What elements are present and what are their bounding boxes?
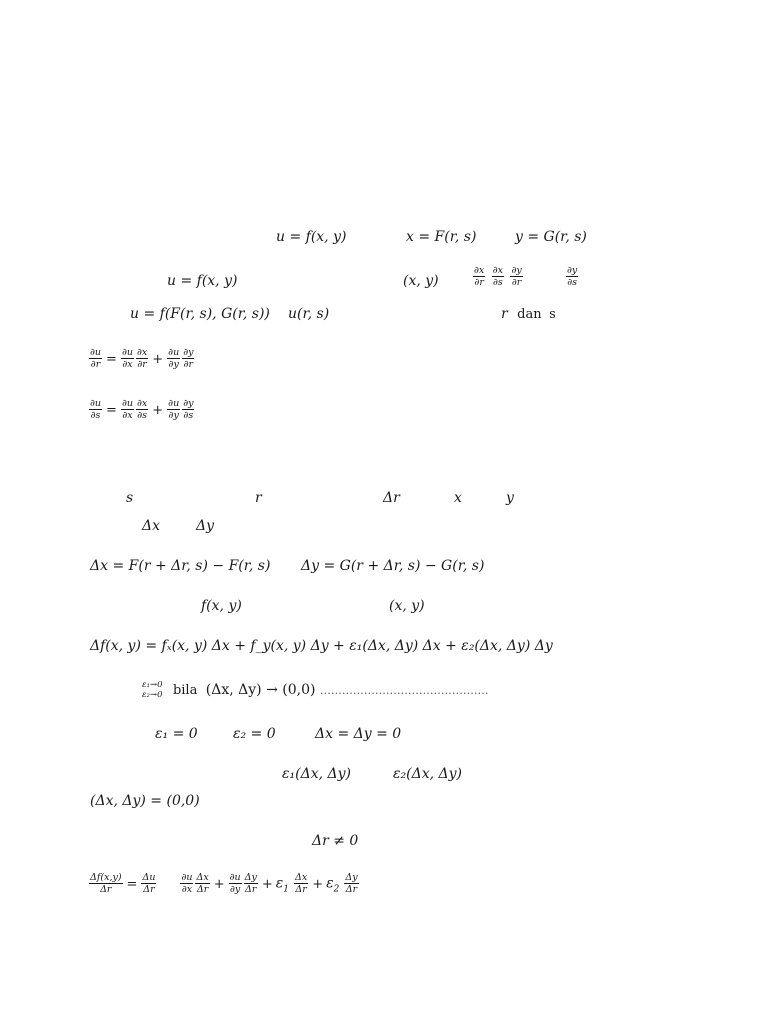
eq-increment: Δf(x, y) = fₓ(x, y) Δx + f_y(x, y) Δy + ε₁(Δx, Δy) Δx + ε₂(Δx, Δy) Δy [90, 638, 553, 654]
partial-fractions-row [472, 265, 524, 288]
eq-ratio: $\frac{\Delta f(x,y)}{\Delta r}$ = $\frac{\Delta u}{\Delta r}$ $\frac{\partial u}{\partial x}$ $\frac{\Delta x}{\Delta r}$ + $\frac{\partial u}{\partial y}$ $\frac{\Delta y}{\Delta r}$ + $\varepsilon_1$ $\frac{\Delta x}{\Delta r}$ + $\varepsilon_2$ $\frac{\Delta y}{\Delta r}$ [90, 872, 358, 895]
eps2-zero: ε₂ = 0 [233, 726, 276, 742]
point-xy-2: (x, y) [389, 598, 425, 614]
fn-fxy: f(x, y) [201, 598, 242, 614]
var-r-2: r [255, 490, 262, 506]
dx-dy-zero: Δx = Δy = 0 [315, 726, 402, 742]
eq-y-Grs: y = G(r, s) [515, 229, 587, 245]
r-dan-s [501, 305, 556, 324]
frac-dx-dr: $\frac{\partial x}{\partial r}$ [474, 265, 485, 288]
eps1-zero: ε₁ = 0 [155, 726, 198, 742]
frac-dy-dr: $\frac{\partial y}{\partial r}$ [511, 265, 522, 288]
eq-u-fxy-2: u = f(x, y) [167, 273, 238, 289]
word-bila: bila [172, 683, 198, 698]
dx-dy-origin: (Δx, Δy) = (0,0) [90, 793, 200, 809]
word-dan: dan [517, 307, 542, 322]
dot-leader: ………………………………………. [319, 684, 489, 697]
partial-dy-ds [565, 265, 579, 288]
var-delta-x: Δx [142, 518, 161, 534]
var-delta-y: Δy [196, 518, 215, 534]
eps1-fn: ε₁(Δx, Δy) [282, 766, 351, 782]
eps2-fn: ε₂(Δx, Δy) [393, 766, 462, 782]
eq-u-fxy: u = f(x, y) [276, 229, 347, 245]
chain-rule-s: $\frac{\partial u}{\partial s}$ = $\frac{\partial u}{\partial x}$ $\frac{\partial x}{\partial s}$ + $\frac{\partial u}{\partial y}$ $\frac{\partial y}{\partial s}$ [90, 398, 194, 421]
chain-rule-r: $\frac{\partial u}{\partial r}$ = $\frac{\partial u}{\partial x}$ $\frac{\partial x}{\partial r}$ + $\frac{\partial u}{\partial y}$ $\frac{\partial y}{\partial r}$ [90, 347, 194, 370]
point-xy: (x, y) [403, 273, 439, 289]
limit-condition [142, 680, 488, 700]
var-r: r [501, 306, 508, 322]
var-x: x [454, 490, 462, 506]
var-y: y [506, 490, 514, 506]
eq-delta-y: Δy = G(r + Δr, s) − G(r, s) [301, 558, 485, 574]
var-s-2: s [126, 490, 134, 506]
frac-dy-ds: $\frac{\partial y}{\partial s}$ [567, 265, 578, 288]
eps-arrows: ε₁→0 ε₂→0 [142, 680, 163, 700]
frac-dx-ds: $\frac{\partial x}{\partial s}$ [492, 265, 504, 288]
var-s: s [549, 307, 556, 322]
eq-delta-x: Δx = F(r + Δr, s) − F(r, s) [90, 558, 271, 574]
dr-nonzero: Δr ≠ 0 [312, 833, 359, 849]
eq-composite: u = f(F(r, s), G(r, s)) [130, 306, 270, 322]
var-delta-r: Δr [383, 490, 400, 506]
eq-urs: u(r, s) [288, 306, 330, 322]
eq-x-Frs: x = F(r, s) [406, 229, 477, 245]
limit-expr: (Δx, Δy) → (0,0) [205, 682, 316, 698]
